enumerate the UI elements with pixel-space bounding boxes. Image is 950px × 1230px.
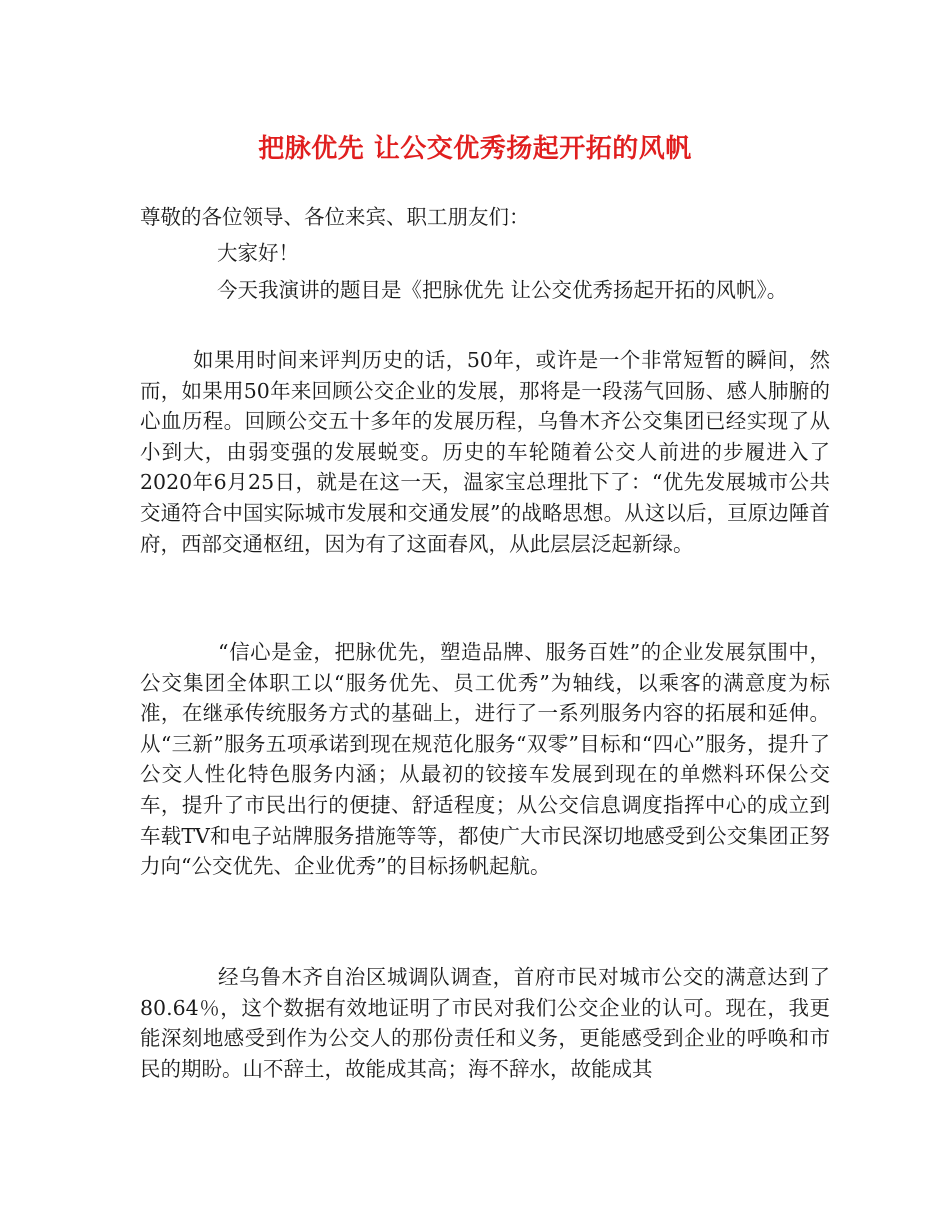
page-title: 把脉优先 让公交优秀扬起开拓的风帆 <box>258 134 692 164</box>
body-paragraph-2: “信心是金，把脉优先，塑造品牌、服务百姓”的企业发展氛围中，公交集团全体职工以“服务优先、员工优秀”为轴线，以乘客的满意度为标准，在继承传统服务方式的基础上，进行了一系列服务内容的拓展和延伸。从“三新”服务五项承诺到现在规范化服务“双零”目标和“四心”服务，提升了公交人性化特色服务内涵；从最初的铰接车发展到现在的单燃料环保公交车，提升了市民出行的便捷、舒适程度；从公交信息调度指挥中心的成立到车载TV和电子站牌服务措施等等，都使广大市民深切地感受到公交集团正努力向“公交优先、企业优秀”的目标扬帆起航。 <box>140 640 830 879</box>
speech-intro: 今天我演讲的题目是《把脉优先 让公交优秀扬起开拓的风帆》。 <box>217 278 788 302</box>
greeting: 大家好！ <box>217 241 299 265</box>
salutation: 尊敬的各位领导、各位来宾、职工朋友们： <box>140 205 530 229</box>
body-paragraph-1: 如果用时间来评判历史的话，50年，或许是一个非常短暂的瞬间，然而，如果用50年来回顾公交企业的发展，那将是一段荡气回肠、感人肺腑的心血历程。回顾公交五十多年的发展历程，乌鲁木齐公交集团已经实现了从小到大，由弱变强的发展蜕变。历史的车轮随着公交人前进的步履进入了2020年6月25日，就是在这一天，温家宝总理批下了：“优先发展城市公共交通符合中国实际城市发展和交通发展”的战略思想。从这以后，亘原边陲首府，西部交通枢纽，因为有了这面春风，从此层层泛起新绿。 <box>140 348 830 556</box>
body-paragraph-3: 经乌鲁木齐自治区城调队调查，首府市民对城市公交的满意达到了80.64％，这个数据有效地证明了市民对我们公交企业的认可。现在，我更能深刻地感受到作为公交人的那份责任和义务，更能感受到企业的呼唤和市民的期盼。山不辞土，故能成其高；海不辞水，故能成其 <box>140 965 830 1081</box>
